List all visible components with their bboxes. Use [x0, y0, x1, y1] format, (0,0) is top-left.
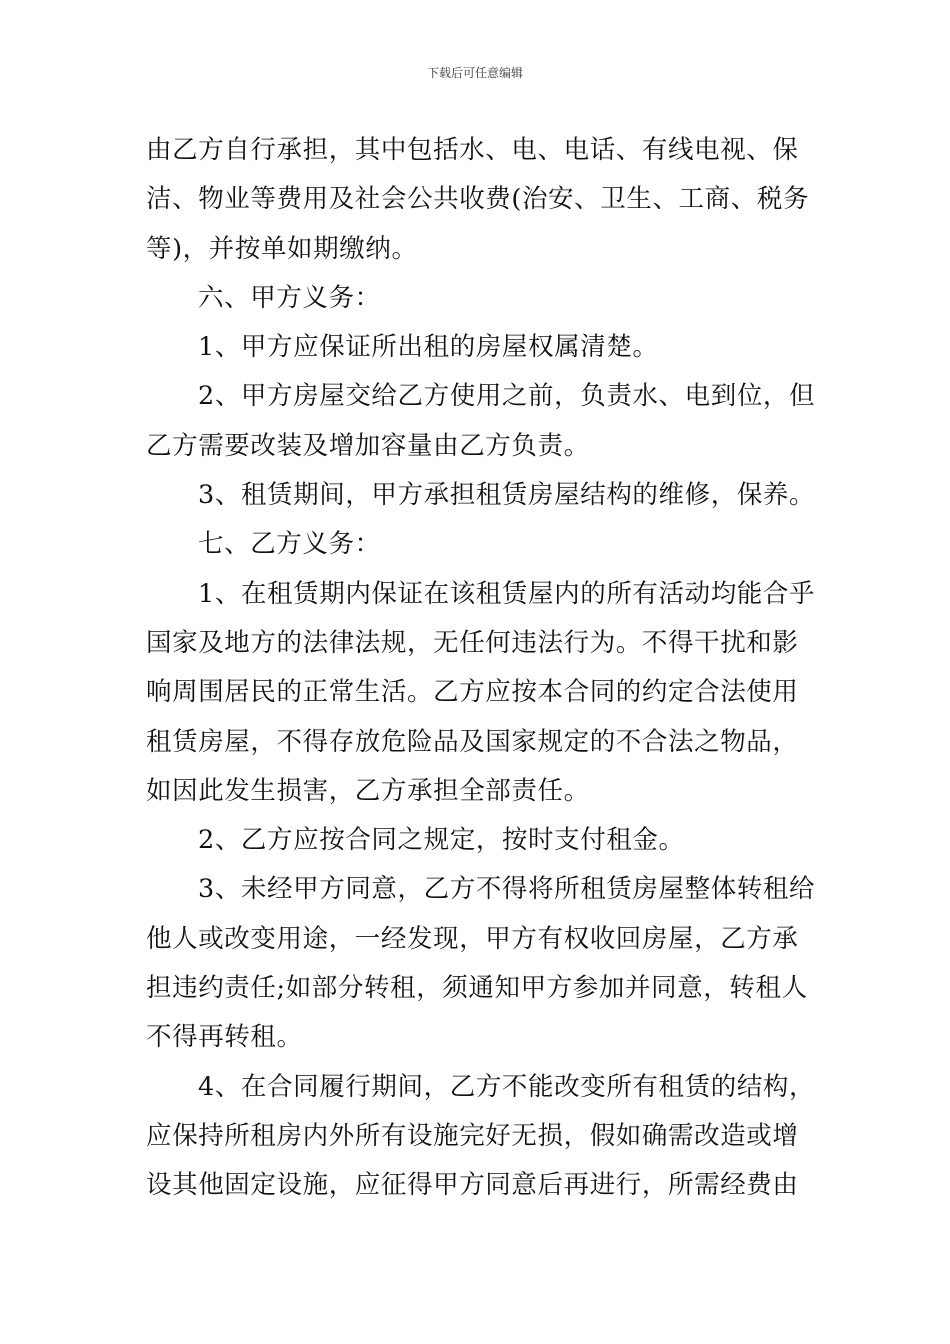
- text-line: 应保持所租房内外所有设施完好无损，假如确需改造或增: [146, 1120, 799, 1151]
- text-line: 由乙方自行承担，其中包括水、电、电话、有线电视、保: [146, 135, 799, 165]
- text-line: 国家及地方的法律法规，无任何违法行为。不得干扰和影: [146, 627, 799, 658]
- text-line: 六、甲方义务：: [198, 282, 381, 313]
- page-header: 下载后可任意编辑: [426, 66, 523, 80]
- text-line: 洁、物业等费用及社会公共收费(治安、卫生、工商、税务: [146, 184, 810, 215]
- text-line: 3、租赁期间，甲方承担租赁房屋结构的维修，保养。: [198, 480, 816, 511]
- text-line: 不得再转租。: [146, 1022, 303, 1053]
- text-line: 如因此发生损害，乙方承担全部责任。: [146, 775, 590, 806]
- text-line: 设其他固定设施，应征得甲方同意后再进行，所需经费由: [146, 1170, 799, 1201]
- text-line: 1、在租赁期内保证在该租赁屋内的所有活动均能合乎: [198, 578, 816, 609]
- text-line: 3、未经甲方同意，乙方不得将所租赁房屋整体转租给: [198, 874, 816, 905]
- document-body: [146, 126, 816, 1211]
- text-line: 2、乙方应按合同之规定，按时支付租金。: [198, 825, 685, 856]
- text-line: 1、甲方应保证所出租的房屋权属清楚。: [198, 332, 659, 363]
- text-line: 乙方需要改装及增加容量由乙方负责。: [146, 430, 590, 461]
- text-line: 响周围居民的正常生活。乙方应按本合同的约定合法使用: [146, 677, 799, 708]
- text-line: 4、在合同履行期间，乙方不能改变所有租赁的结构，: [198, 1071, 816, 1102]
- text-line: 他人或改变用途，一经发现，甲方有权收回房屋，乙方承: [146, 923, 799, 954]
- text-line: 担违约责任;如部分转租，须通知甲方参加并同意，转租人: [146, 973, 808, 1004]
- text-line: 租赁房屋，不得存放危险品及国家规定的不合法之物品，: [146, 726, 799, 757]
- text-line: 2、甲方房屋交给乙方使用之前，负责水、电到位，但: [198, 381, 816, 412]
- text-line: 七、乙方义务：: [198, 529, 381, 560]
- text-line: 等)，并按单如期缴纳。: [146, 233, 418, 264]
